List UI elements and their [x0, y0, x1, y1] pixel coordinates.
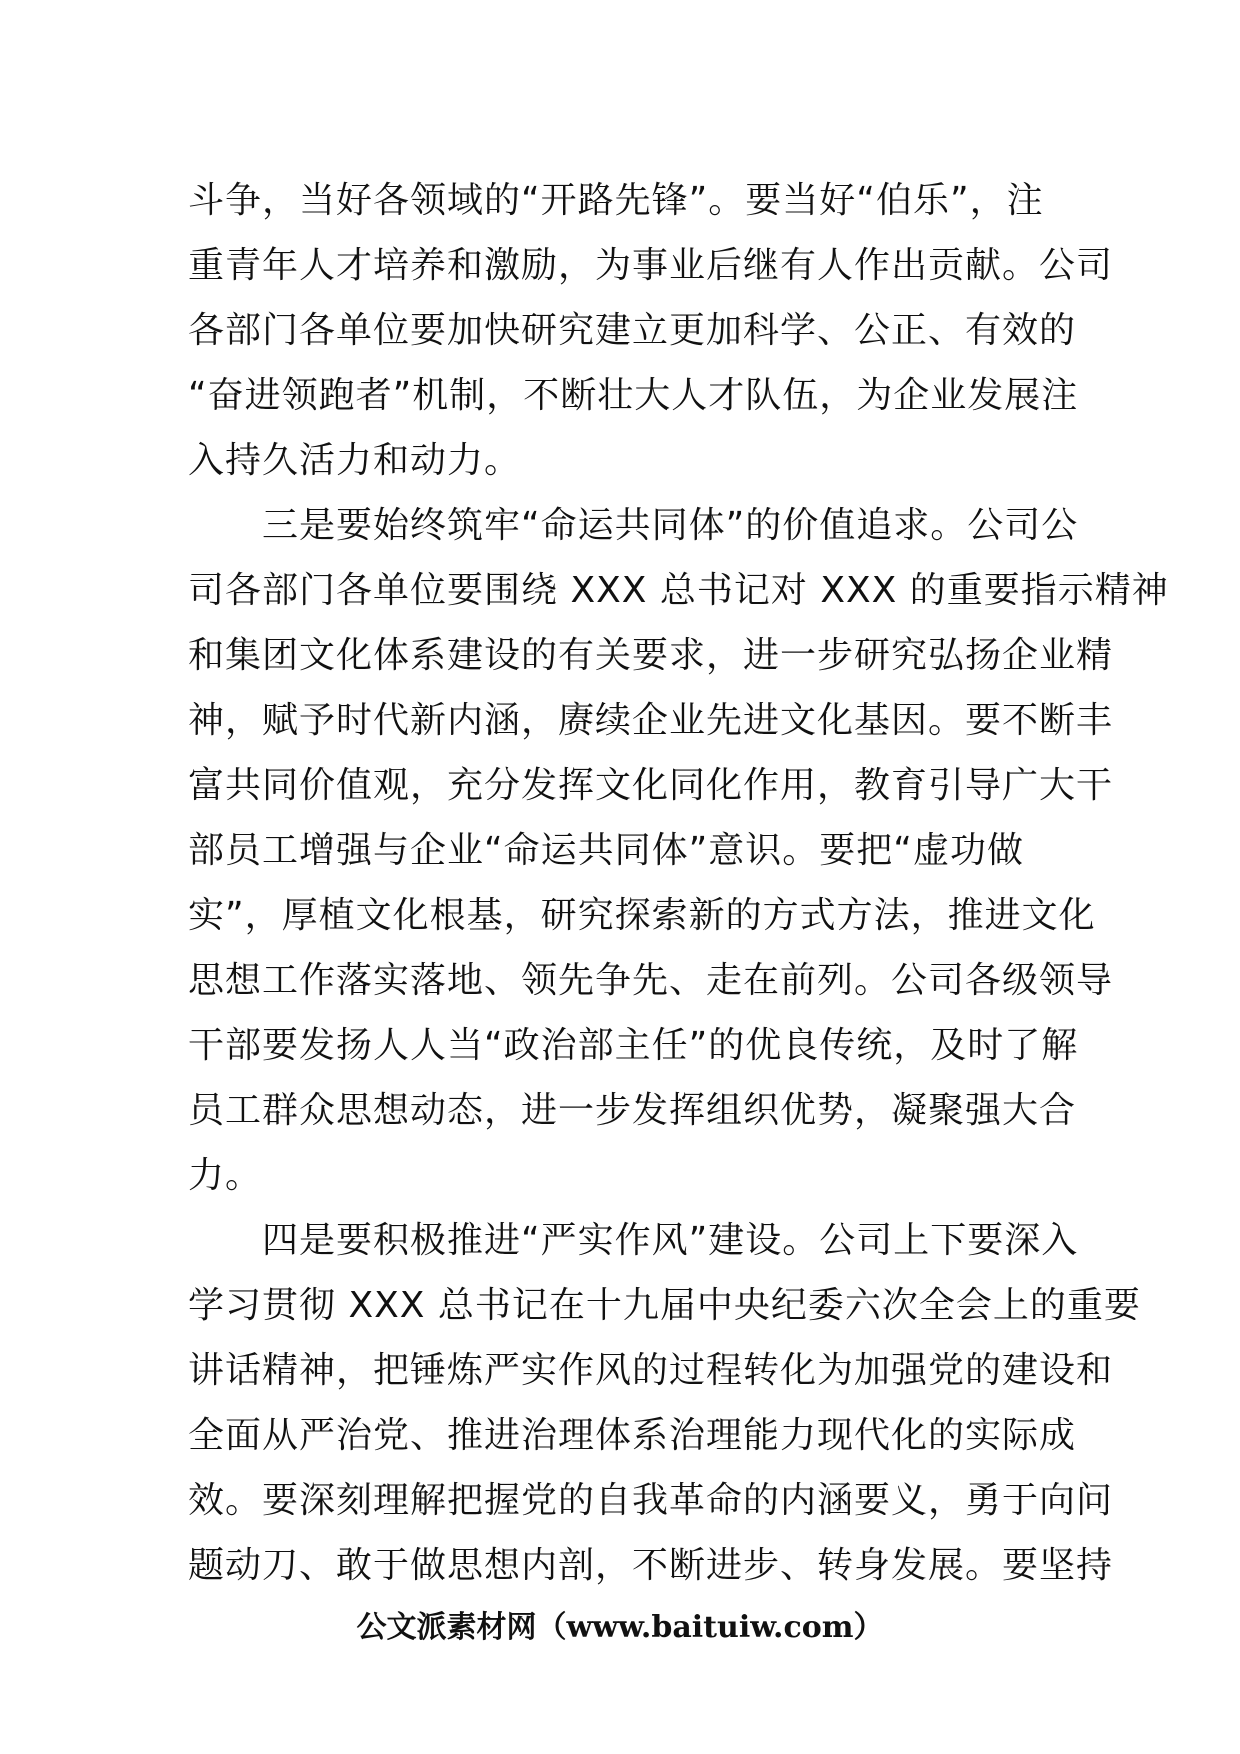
text-line: 神，赋予时代新内涵，赓续企业先进文化基因。要不断丰 [188, 700, 1114, 741]
text-line: 题动刀、敢于做思想内剖，不断进步、转身发展。要坚持 [188, 1545, 1114, 1586]
document-body [188, 168, 1169, 1598]
text-line: 效。要深刻理解把握党的自我革命的内涵要义，勇于向问 [188, 1480, 1114, 1521]
text-line: 干部要发扬人人当“政治部主任”的优良传统，及时了解 [188, 1025, 1079, 1066]
text-line: 富共同价值观，充分发挥文化同化作用，教育引导广大干 [188, 765, 1114, 806]
text-line: 和集团文化体系建设的有关要求，进一步研究弘扬企业精 [188, 635, 1114, 676]
text-line: 讲话精神，把锤炼严实作风的过程转化为加强党的建设和 [188, 1350, 1114, 1391]
text-line: 部员工增强与企业“命运共同体”意识。要把“虚功做 [188, 830, 1024, 871]
text-line: 三是要始终筑牢“命运共同体”的价值追求。公司公 [188, 505, 1079, 546]
text-line: 司各部门各单位要围绕 XXX 总书记对 XXX 的重要指示精神 [188, 570, 1169, 611]
text-line: 全面从严治党、推进治理体系治理能力现代化的实际成 [188, 1415, 1077, 1456]
text-line: 学习贯彻 XXX 总书记在十九届中央纪委六次全会上的重要 [188, 1285, 1141, 1326]
text-line: “奋进领跑者”机制，不断壮大人才队伍，为企业发展注 [188, 375, 1079, 416]
text-line: 力。 [188, 1155, 263, 1196]
text-line: 入持久活力和动力。 [188, 440, 522, 481]
text-line: 斗争，当好各领域的“开路先锋”。要当好“伯乐”，注 [188, 180, 1044, 221]
text-line: 四是要积极推进“严实作风”建设。公司上下要深入 [188, 1220, 1079, 1261]
text-line: 各部门各单位要加快研究建立更加科学、公正、有效的 [188, 310, 1077, 351]
text-line: 思想工作落实落地、领先争先、走在前列。公司各级领导 [188, 960, 1114, 1001]
text-line: 员工群众思想动态，进一步发挥组织优势，凝聚强大合 [188, 1090, 1077, 1131]
text-line: 实”，厚植文化根基，研究探索新的方式方法，推进文化 [188, 895, 1096, 936]
source-watermark: 公文派素材网（www.baituiw.com） [356, 1610, 884, 1645]
text-line: 重青年人才培养和激励，为事业后继有人作出贡献。公司 [188, 245, 1114, 286]
